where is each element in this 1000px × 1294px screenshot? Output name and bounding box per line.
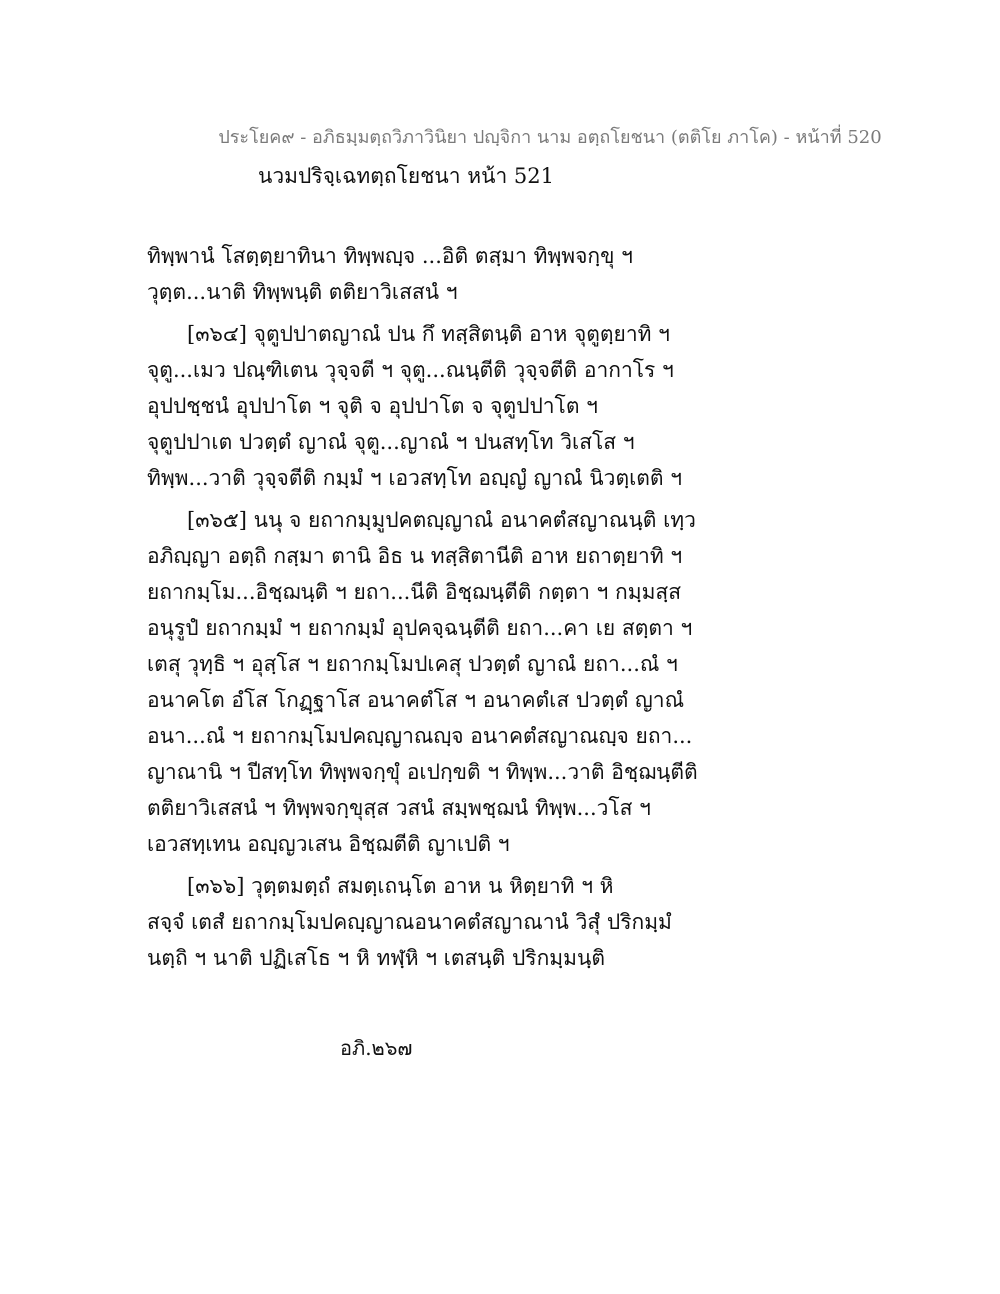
text-line: อนา...ณํ ฯ ยถากมฺโมปคญฺญาณญฺจ อนาคตํสญาณญฺจ ยถา... [147, 724, 693, 748]
text-line: สจฺจํ เตสํ ยถากมฺโมปคญฺญาณอนาคตํสญาณานํ วิสุํ ปริกมฺมํ [147, 910, 672, 934]
text-line: วุตฺต...นาติ ทิพฺพนฺติ ตติยาวิเสสนํ ฯ [147, 280, 458, 304]
text-line: อนุรูปํ ยถากมฺมํ ฯ ยถากมฺมํ อุปคจฺฉนฺตีติ ยถา...คา เย สตฺตา ฯ [147, 616, 693, 640]
section-header: นวมปริจฺเฉทตฺถโยชนา หน้า 521 [258, 164, 554, 188]
text-line: ยถากมฺโม...อิชฺฌนฺติ ฯ ยถา...นีติ อิชฺฌนฺตีติ กตฺตา ฯ กมฺมสฺส [147, 580, 682, 604]
text-line: นตฺถิ ฯ นาติ ปฏิเสโธ ฯ หิ ทฬฺหิ ฯ เตสนฺติ ปริกมฺมนฺติ [147, 946, 605, 970]
text-line: อุปปชฺชนํ อุปปาโต ฯ จุติ จ อุปปาโต จ จุตูปปาโต ฯ [147, 394, 598, 418]
paragraph-start-365: [๓๖๕] นนุ จ ยถากมฺมูปคตญฺญาณํ อนาคตํสญาณนฺติ เทฺว [187, 508, 696, 532]
text-line: เตสุ วุทฺธิ ฯ อุสฺโส ฯ ยถากมฺโมปเคสุ ปวตฺตํ ญาณํ ยถา...ณํ ฯ [147, 652, 678, 676]
text-line: เอวสทฺเทน อญฺญวเสน อิชฺฌตีติ ญาเปติ ฯ [147, 832, 510, 856]
text-line: ตติยาวิเสสนํ ฯ ทิพฺพจกฺขุสฺส วสนํ สมฺพชฺฌนํ ทิพฺพ...วโส ฯ [147, 796, 651, 820]
paragraph-start-366: [๓๖๖] วุตฺตมตฺถํ สมตฺเถนฺโต อาห น หิตฺยาทิ ฯ หิ [187, 874, 614, 898]
text-line: อนาคโต อํโส โกฏฺฐาโส อนาคตํโส ฯ อนาคตํเส ปวตฺตํ ญาณํ [147, 688, 685, 712]
footer-reference: อภิ.๒๖๗ [340, 1036, 413, 1060]
body-text [147, 238, 947, 976]
text-line: ทิพฺพ...วาติ วุจฺจตีติ กมฺมํ ฯ เอวสทฺโท อญฺญํ ญาณํ นิวตฺเตติ ฯ [147, 466, 683, 490]
paragraph-start-364: [๓๖๔] จุตูปปาตญาณํ ปน กึ ทสฺสิตนฺติ อาห จุตูตฺยาทิ ฯ [187, 322, 670, 346]
text-line: จุตูปปาเต ปวตฺตํ ญาณํ จุตู...ญาณํ ฯ ปนสทฺโท วิเสโส ฯ [147, 430, 635, 454]
page-header: ประโยค๙ - อภิธมฺมตฺถวิภาวินิยา ปญฺจิกา นาม อตฺถโยชนา (ตติโย ภาโค) - หน้าที่ 520 [218, 127, 882, 148]
text-line: จุตู...เมว ปณฺฑิเตน วุจฺจตี ฯ จุตู...ณนฺตีติ วุจฺจตีติ อากาโร ฯ [147, 358, 674, 382]
text-line: อภิญฺญา อตฺถิ กสฺมา ตานิ อิธ น ทสฺสิตานีติ อาห ยถาตฺยาทิ ฯ [147, 544, 683, 568]
text-line: ญาณานิ ฯ ปีสทฺโท ทิพฺพจกฺขุํ อเปกฺขติ ฯ ทิพฺพ...วาติ อิชฺฌนฺตีติ [147, 760, 698, 784]
text-line: ทิพฺพานํ โสตฺตฺยาทินา ทิพฺพญฺจ ...อิติ ตสฺมา ทิพฺพจกฺขุ ฯ [147, 244, 633, 268]
